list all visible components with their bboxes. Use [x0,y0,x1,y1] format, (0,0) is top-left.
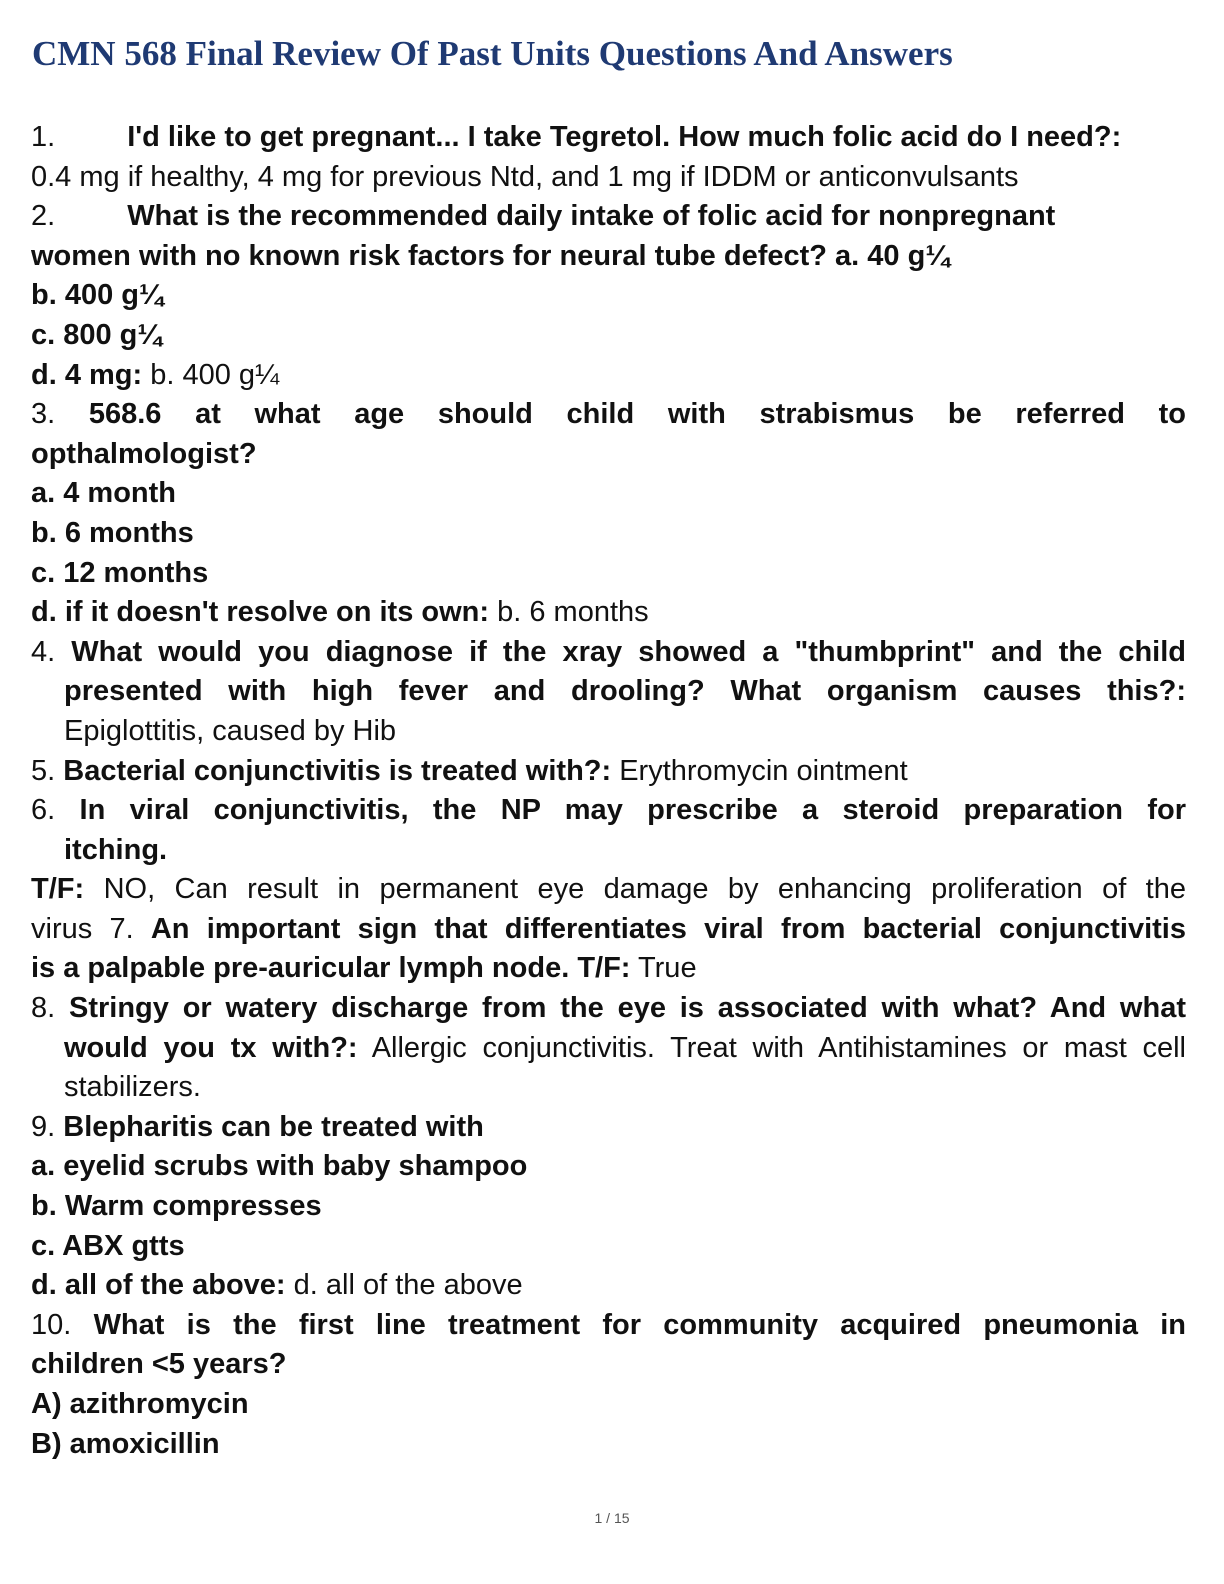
question-number: 5. [31,754,56,787]
answer-1: 0.4 mg if healthy, 4 mg for previous Ntd, and 1 mg if IDDM or anticonvulsants [31,160,1019,193]
question-text: In viral conjunctivitis, the NP may prescribe a steroid preparation for [79,794,1186,827]
question-number: 7. [109,912,134,945]
question-1 [31,118,1186,158]
answer-7: True [638,952,697,985]
question-text: Stringy or watery discharge from the eye is associated with what? And what [69,992,1186,1025]
option-b: b. 400 g¼ [31,279,164,312]
answer-4: Epiglottitis, caused by Hib [64,714,397,747]
option-d [31,1266,1186,1306]
answer-5: Erythromycin ointment [619,754,908,787]
tf-label: T/F: [31,873,85,906]
option-a: a. eyelid scrubs with baby shampoo [31,1150,528,1183]
answer-8-cont: stabilizers. [64,1071,201,1104]
question-number: 6. [31,794,56,827]
question-text: What is the first line treatment for community acquired pneumonia in [93,1308,1186,1341]
answer-6 [31,870,1186,910]
question-number: 9. [31,1110,56,1143]
question-4 [31,633,1186,673]
question-2 [31,197,1186,237]
question-4-cont: presented with high fever and drooling? What organism causes this?: [64,675,1186,708]
question-text: would you tx with?: [64,1031,358,1064]
option-b: B) amoxicillin [31,1427,220,1460]
question-number: 4. [31,635,56,668]
question-5 [31,752,1186,792]
question-text: Blepharitis can be treated with [63,1110,484,1143]
question-text: Bacterial conjunctivitis is treated with?: [63,754,612,787]
question-number: 3. [31,398,56,431]
answer-text: NO, Can result in permanent eye damage by enhancing proliferation of the [103,873,1186,906]
question-7-cont [31,949,1186,989]
option-text: d. if it doesn't resolve on its own: [31,596,490,629]
option-b: b. Warm compresses [31,1190,322,1223]
question-10-cont: children <5 years? [31,1348,287,1381]
option-d [31,356,1186,396]
option-text: d. 4 mg: [31,358,143,391]
question-number: 2. [31,200,56,233]
answer-8: Allergic conjunctivitis. Treat with Antihistamines or mast cell [371,1031,1186,1064]
option-c: c. ABX gtts [31,1229,185,1262]
option-text: d. all of the above: [31,1269,286,1302]
page-indicator: 1 / 15 [594,1510,630,1526]
question-6 [31,791,1186,831]
option-c: c. 12 months [31,556,209,589]
question-3 [31,395,1186,435]
question-number: 8. [31,992,56,1025]
question-9 [31,1108,1186,1148]
question-8 [31,989,1186,1029]
answer-9: d. all of the above [293,1269,523,1302]
question-6-cont: itching. [64,833,168,866]
document-title: CMN 568 Final Review Of Past Units Questions And Answers [32,34,953,73]
option-c: c. 800 g¼ [31,318,162,351]
document-body [31,118,1186,1464]
answer-3: b. 6 months [497,596,649,629]
answer-6-cont: virus [31,912,93,945]
question-2-cont: women with no known risk factors for neural tube defect? a. 40 g¼ [31,239,950,272]
answer-2: b. 400 g¼ [150,358,280,391]
question-text: What is the recommended daily intake of folic acid for nonpregnant [127,200,1056,233]
question-7 [31,910,1186,950]
question-text: What would you diagnose if the xray showed a "thumbprint" and the child [71,635,1186,668]
question-number: 10. [31,1308,72,1341]
question-10 [31,1306,1186,1346]
question-text: An important sign that differentiates viral from bacterial conjunctivitis [150,912,1186,945]
option-a: A) azithromycin [31,1388,249,1420]
question-text: is a palpable pre-auricular lymph node. T/F: [31,952,631,985]
option-b: b. 6 months [31,516,194,549]
option-a: a. 4 month [31,477,177,510]
question-number: 1. [31,121,56,153]
question-text: I'd like to get pregnant... I take Tegretol. How much folic acid do I need?: [127,121,1122,153]
option-d [31,593,1186,633]
question-8-cont [31,1029,1186,1069]
question-3-cont: opthalmologist? [31,437,257,470]
question-text: 568.6 at what age should child with strabismus be referred to [88,398,1186,431]
